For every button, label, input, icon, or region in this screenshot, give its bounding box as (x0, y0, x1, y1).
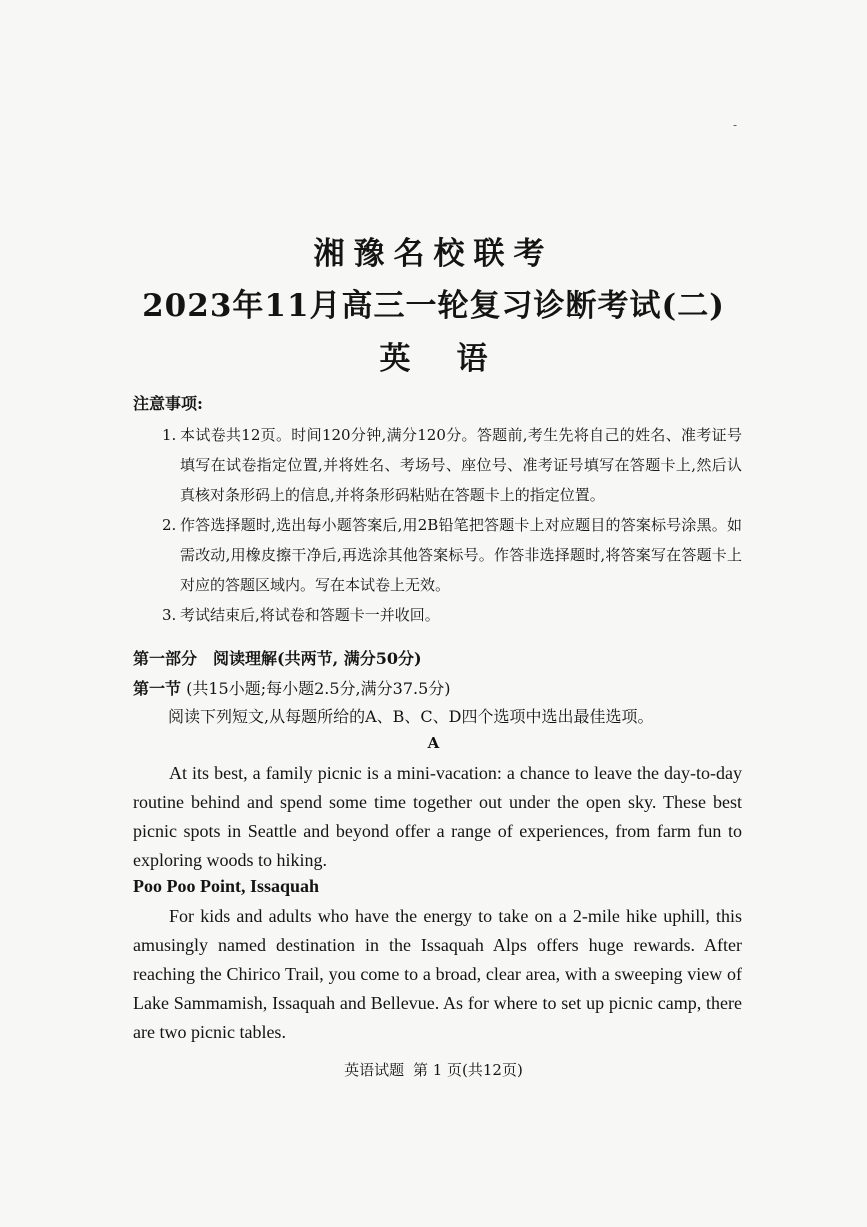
notice-item-text: 考试结束后,将试卷和答题卡一并收回。 (180, 606, 440, 624)
notice-item-number: 1. (162, 426, 177, 444)
notice-list (162, 420, 742, 630)
footer-page-number: 第 1 页(共12页) (412, 1061, 523, 1079)
notice-item (162, 420, 742, 510)
section-label: 第一节 (133, 679, 182, 698)
part-heading: 第一部分 阅读理解(共两节, 满分50分) (133, 649, 422, 668)
section-heading (133, 676, 451, 699)
passage-subheading: Poo Poo Point, Issaquah (133, 876, 320, 896)
exam-subtitle: 2023年11月高三一轮复习诊断考试(二) (142, 288, 725, 324)
exam-title: 湘豫名校联考 (313, 236, 554, 272)
notice-item-number: 2. (162, 516, 177, 534)
section-detail: (共15小题;每小题2.5分,满分37.5分) (186, 679, 451, 698)
passage-label: A (427, 734, 440, 752)
footer-subject: 英语试题 (344, 1061, 405, 1079)
notice-item-text: 作答选择题时,选出每小题答案后,用2B铅笔把答题卡上对应题目的答案标号涂黑。如需改动,用橡皮擦干净后,再选涂其他答案标号。作答非选择题时,将答案写在答题卡上对应的答题区域内。写在本试卷上无效。 (180, 516, 742, 594)
notice-item-text: 本试卷共12页。时间120分钟,满分120分。答题前,考生先将自己的姓名、准考证号填写在试卷指定位置,并将姓名、考场号、座位号、准考证号填写在答题卡上,然后认真核对条形码上的信息,并将条形码粘贴在答题卡上的指定位置。 (180, 426, 742, 504)
subject-title: 英语 (379, 341, 534, 377)
notice-heading: 注意事项: (133, 394, 203, 413)
notice-item-number: 3. (162, 606, 177, 624)
notice-item (162, 510, 742, 600)
passage-intro: At its best, a family picnic is a mini-vacation: a chance to leave the day-to-day routine behind and spend some time together out under the open sky. These best picnic spots in Seattle and beyond offer a range of experiences, from farm fun to exploring woods to hiking. (133, 763, 742, 870)
section-instruction: 阅读下列短文,从每题所给的A、B、C、D四个选项中选出最佳选项。 (168, 707, 654, 726)
passage-body: For kids and adults who have the energy to take on a 2-mile hike uphill, this amusingly named destination in the Issaquah Alps offers huge rewards. After reaching the Chirico Trail, you come to a broad, clear area, with a sweeping view of Lake Sammamish, Issaquah and Bellevue. As for where to set up picnic camp, there are two picnic tables. (133, 906, 742, 1042)
corner-mark: - (733, 118, 738, 132)
notice-item (162, 600, 742, 630)
page-footer (0, 1059, 867, 1080)
